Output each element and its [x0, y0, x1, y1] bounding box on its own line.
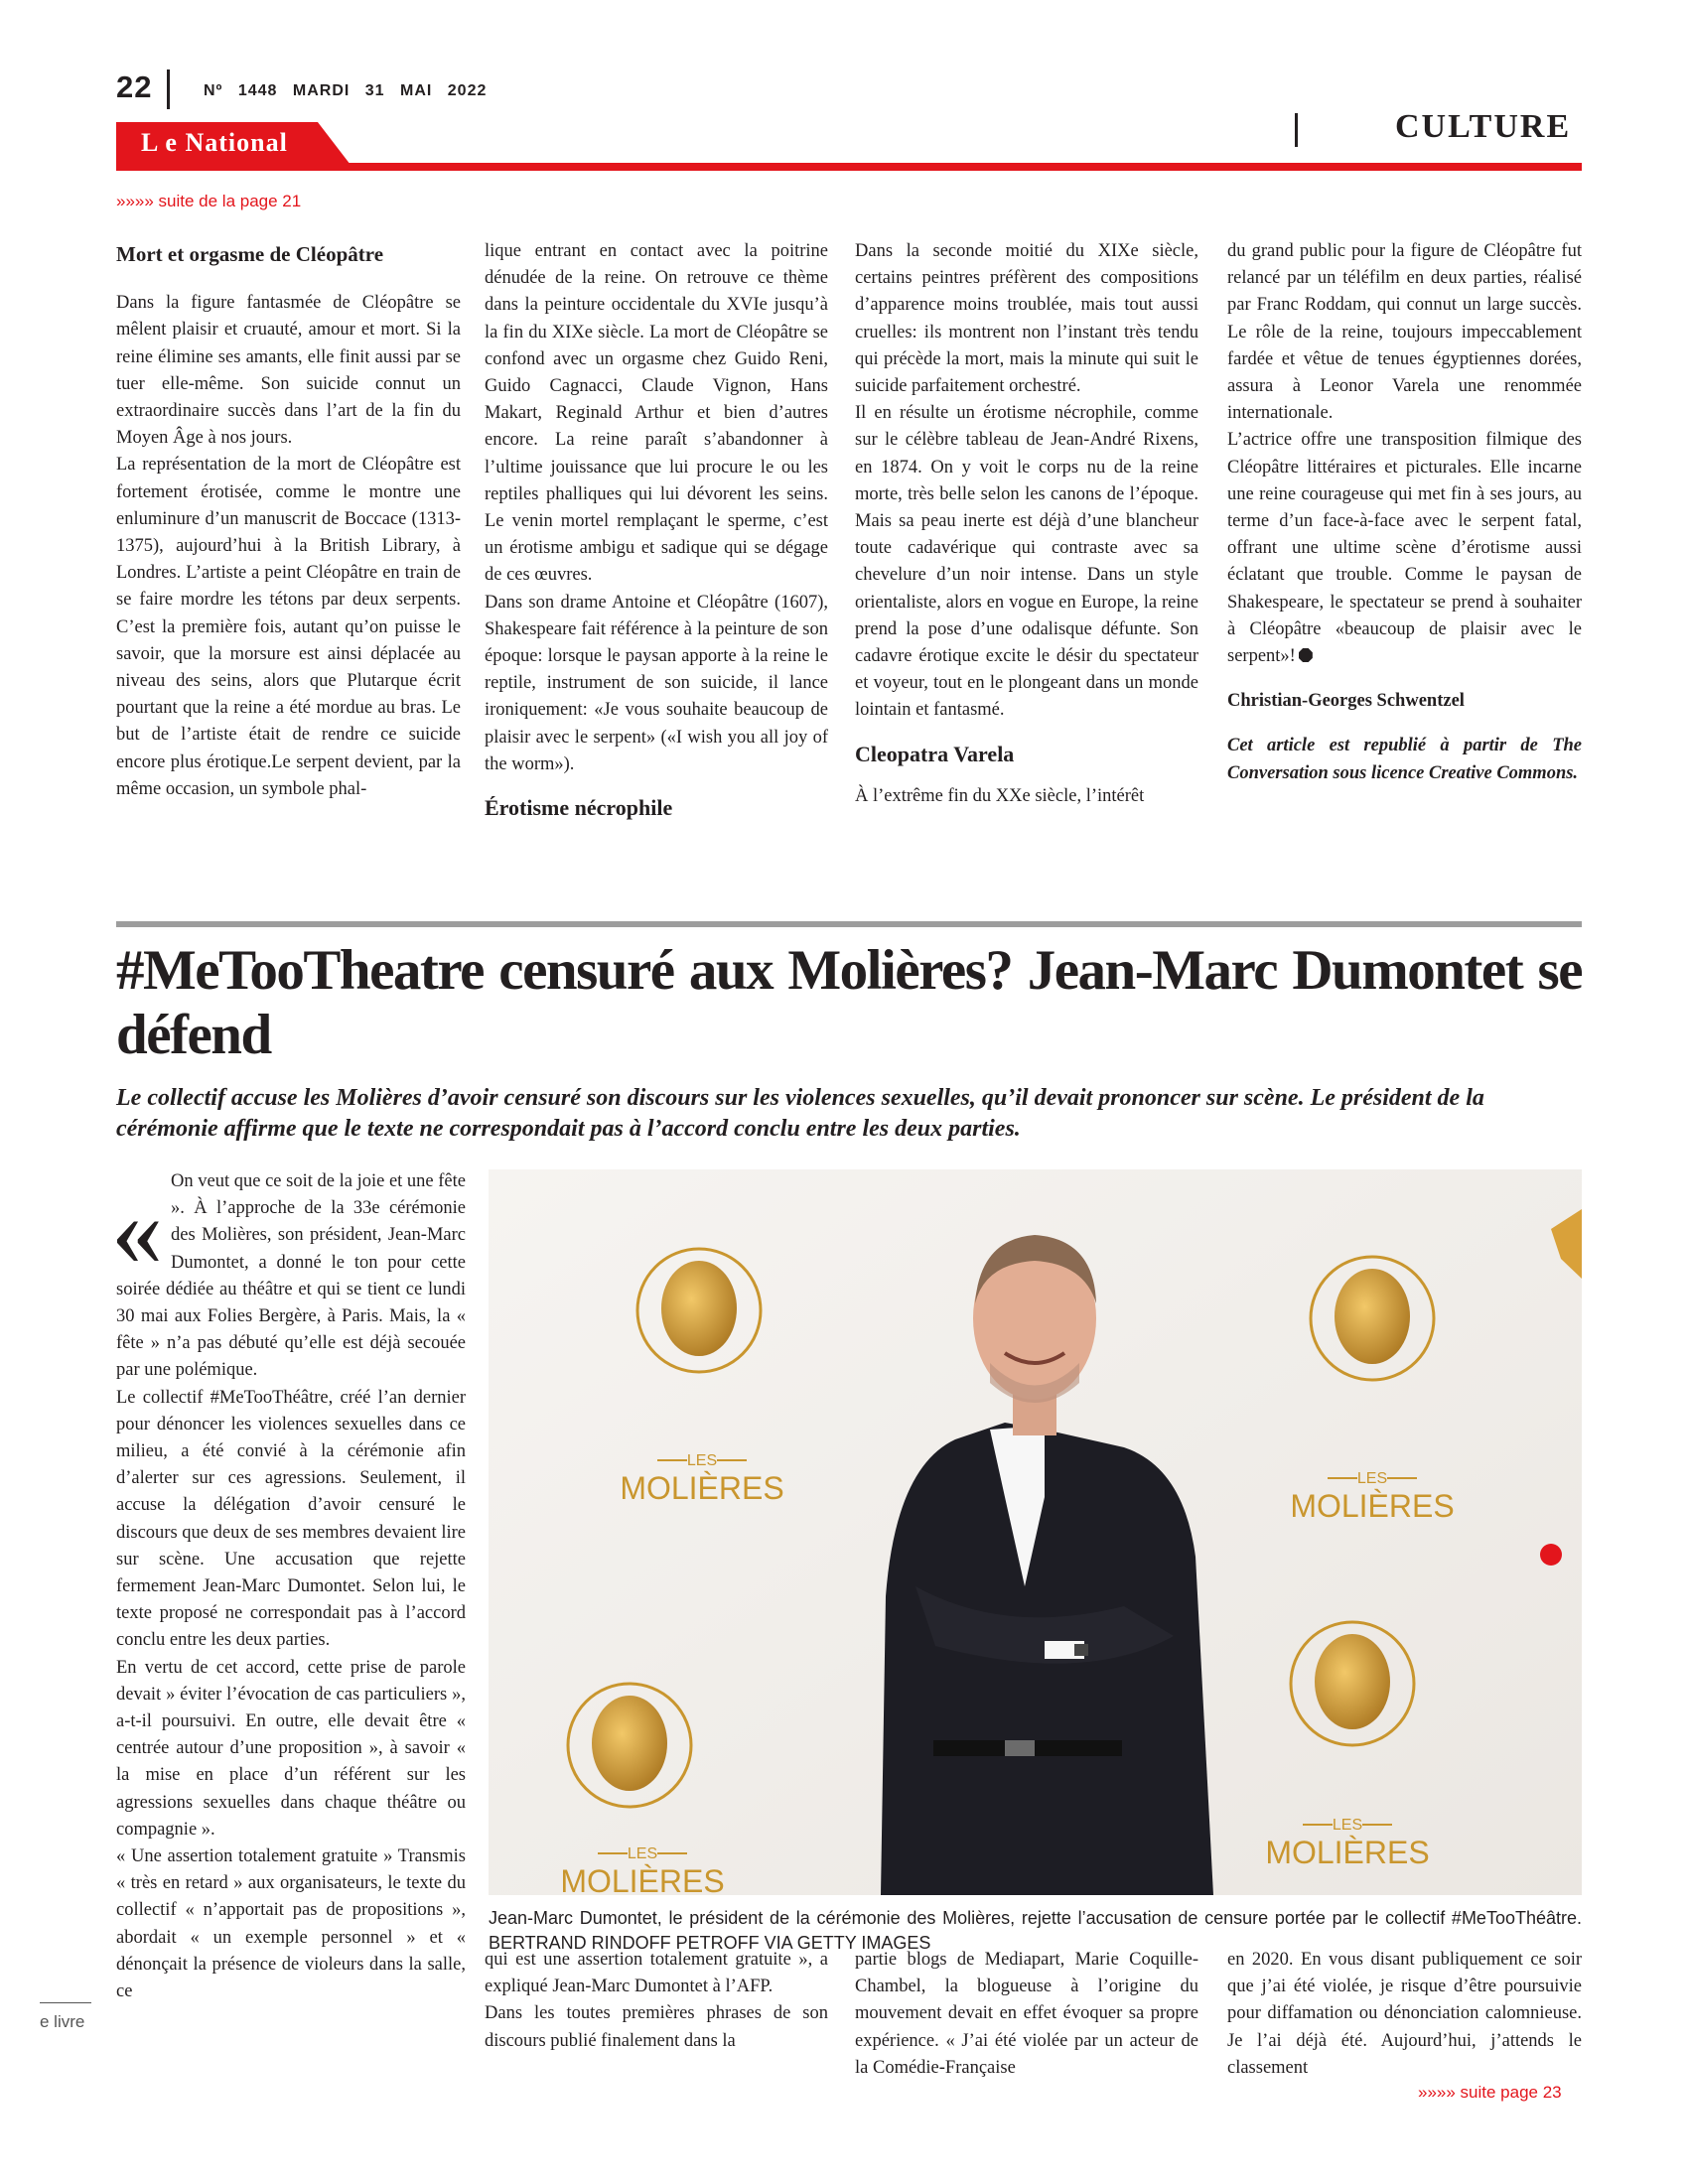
- paragraph: En vertu de cet accord, cette prise de parole devait » éviter l’évocation de cas particuliers », a-t-il poursuivi. En outre, elle devait être « centrée autour d’une proposition », à savoir « la mise en place d’un référent sur les agressions sexuelles dans chaque théâtre ou compagnie ».: [116, 1657, 466, 1840]
- article-divider: [116, 921, 1582, 927]
- logo-small-text: LES: [1356, 1470, 1388, 1487]
- paragraph: Dans les toutes premières phrases de son discours publié finalement dans la: [485, 2003, 828, 2051]
- logo-big-text: MOLIÈRES: [1290, 1488, 1455, 1524]
- paragraph: Le collectif #MeTooThéâtre, créé l’an dernier pour dénoncer les violences sexuelles dans ce milieu, a été convié à la cérémonie afin d’alerter sur ces agressions. Seulement, il accuse la délégation d’avoir censuré le discours que deux de ses membres devaient lire sur scène. Une accusation que rejette fermement Jean-Marc Dumontet. Selon lui, le texte proposé ne correspondait pas à l’accord conclu entre les deux parties.: [116, 1387, 466, 1651]
- paragraph: La représentation de la mort de Cléopâtre est fortement érotisée, comme le montre une enluminure d’un manuscrit de Boccace (1313-1375), aujourd’hui à la British Library, à Londres. L’artiste a peint Cléopâtre en train de se faire mordre les tétons par deux serpents. C’est la première fois, autant qu’on puisse le savoir, que la morsure est ainsi déplacée au niveau des seins, alors que Plutarque écrit pourtant que la reine a été mordue au bras. Le but de l’artiste était de rendre ce suicide encore plus érotique.Le serpent devient, par la même occasion, un symbole phal-: [116, 455, 461, 799]
- continued-from: »»»» suite de la page 21: [116, 192, 302, 210]
- paragraph: en 2020. En vous disant publiquement ce soir que j’ai été violée, je risque d’être poursuivie pour diffamation ou dénonciation calomnieuse. Je l’ai déjà été. Aujourd’hui, j’attends le classement: [1227, 1950, 1582, 2078]
- subheading: Cleopatra Varela: [855, 741, 1015, 766]
- margin-rule: [40, 2002, 91, 2003]
- article2-column-2: [485, 1947, 828, 2055]
- logo-big-text: MOLIÈRES: [620, 1470, 784, 1506]
- paragraph: du grand public pour la figure de Cléopâtre fut relancé par un téléfilm en deux parties, réalisé par Franc Roddam, qui connut un large succès. Le rôle de la reine, toujours impeccablement fardée et vêtue de tenues égyptiennes dorées, assura à Leonor Varela une renommée internationale.: [1227, 241, 1582, 424]
- paragraph: Dans la figure fantasmée de Cléopâtre se mêlent plaisir et cruauté, amour et mort. Si la reine élimine ses amants, elle finit aussi par se tuer elle-même. Son suicide connut un extraordinaire succès dans l’art de la fin du Moyen Âge à nos jours.: [116, 293, 461, 449]
- section-divider: [1295, 113, 1298, 147]
- paragraph: On veut que ce soit de la joie et une fête ». À l’approche de la 33e cérémonie des Molières, son président, Jean-Marc Dumontet, a donné le ton pour cette soirée dédiée au théâtre et qui se tient ce lundi 30 mai aux Folies Bergère, à Paris. Mais, la « fête » n’a pas débuté qu’elle est déjà secouée par une polémique.: [116, 1168, 466, 1385]
- opening-quote-mark: «: [111, 1173, 163, 1288]
- paragraph-text: L’actrice offre une transposition filmique des Cléopâtre littéraires et picturales. Elle incarne une reine courageuse qui met fin à ses jours, au terme d’un face-à-face avec le serpent fatal, offrant une ultime scène d’érotisme aussi éclatant que trouble. Comme le paysan de Shakespeare, le spectateur se prend à souhaiter à Cléopâtre «beaucoup de plaisir avec le serpent»!: [1227, 430, 1582, 667]
- paragraph: Dans son drame Antoine et Cléopâtre (1607), Shakespeare fait référence à la peinture de son époque: lorsque le paysan apporte à la reine le reptile, instrument de son suicide, il lance ironiquement: «Je vous souhaite beaucoup de plaisir avec le serpent» («I wish you all joy of the worm»).: [485, 592, 828, 774]
- header-divider: [167, 69, 170, 109]
- article1-column-4: [1227, 238, 1582, 787]
- author: Christian-Georges Schwentzel: [1227, 691, 1465, 712]
- end-mark-icon: [1299, 648, 1313, 662]
- article2-column-4: [1227, 1947, 1582, 2082]
- article1-column-2: [485, 238, 828, 837]
- dropcap-spacer: [116, 1168, 171, 1272]
- issue-date: Nº 1448 MARDI 31 MAI 2022: [204, 82, 488, 99]
- paragraph: « Une assertion totalement gratuite » Transmis « très en retard » aux organisateurs, le texte du collectif « n’apportait pas de propositions », abordait « un exemple personnel » et « dénonçait la présence de violeurs dans la salle, ce: [116, 1846, 466, 2002]
- republication-credit: Cet article est republié à partir de The Conversation sous licence Creative Commons.: [1227, 736, 1582, 783]
- logo-small-text: LES: [1332, 1817, 1363, 1834]
- article2-column-1: [116, 1168, 466, 2005]
- continued-to: »»»» suite page 23: [1418, 2083, 1562, 2102]
- paragraph: À l’extrême fin du XXe siècle, l’intérêt: [855, 785, 1145, 806]
- deck: Le collectif accuse les Molières d’avoir censuré son discours sur les violences sexuelles, qu’il devait prononcer sur scène. Le président de la cérémonie affirme que le texte ne correspondait pas à l’accord conclu entre les deux parties.: [116, 1085, 1484, 1142]
- article1-column-1: [116, 241, 461, 803]
- logo-big-text: MOLIÈRES: [560, 1863, 725, 1895]
- subheading: Mort et orgasme de Cléopâtre: [116, 242, 384, 266]
- section-title: CULTURE: [1395, 108, 1572, 145]
- logo-small-text: LES: [686, 1452, 718, 1469]
- page-number: 22: [116, 69, 153, 104]
- article-photo: [489, 1169, 1582, 1895]
- header-rule: [116, 163, 1582, 171]
- paragraph: qui est une assertion totalement gratuite », a expliqué Jean-Marc Dumontet à l’AFP.: [485, 1950, 828, 1997]
- subheading: Érotisme nécrophile: [485, 795, 673, 821]
- margin-note: e livre: [40, 2012, 85, 2031]
- photo-illustration: [489, 1169, 1582, 1895]
- paragraph: Il en résulte un érotisme nécrophile, comme sur le célèbre tableau de Jean-André Rixens, en 1874. On y voit le corps nu de la reine morte, très belle selon les canons de l’époque. Mais sa peau inerte est déjà d’une blancheur toute cadavérique qui contraste avec sa chevelure d’un noir intense. Dans un style orientaliste, alors en vogue en Europe, la reine prend la pose d’une odalisque défunte. Son cadavre érotique excite le désir du spectateur et voyeur, tout en le plongeant dans un monde lointain et fantasmé.: [855, 403, 1198, 721]
- photo-caption: Jean-Marc Dumontet, le président de la cérémonie des Molières, rejette l’accusation de censure portée par le collectif #MeTooThéâtre. BERTRAND RINDOFF PETROFF VIA GETTY IMAGES: [489, 1908, 1582, 1953]
- paragraph: [1227, 427, 1582, 670]
- article1-column-3: [855, 238, 1198, 810]
- paragraph: partie blogs de Mediapart, Marie Coquille-Chambel, la blogueuse à l’origine du mouvement devait en effet évoquer sa propre expérience. « J’ai été violée par un acteur de la Comédie-Française: [855, 1950, 1198, 2078]
- paragraph: Dans la seconde moitié du XIXe siècle, certains peintres préfèrent des compositions d’apparence moins troublée, mais tout aussi cruelles: ils montrent non l’instant très tendu qui précède la mort, mais la minute qui suit le suicide parfaitement orchestré.: [855, 241, 1198, 397]
- paragraph: lique entrant en contact avec la poitrine dénudée de la reine. On retrouve ce thème dans la peinture occidentale du XVIe jusqu’à la fin du XIXe siècle. La mort de Cléopâtre se confond avec un orgasme chez Guido Reni, Guido Cagnacci, Claude Vignon, Hans Makart, Reginald Arthur et bien d’autres encore. La reine paraît s’abandonner à l’ultime jouissance que lui procure le ou les reptiles phalliques qui lui dévorent les seins. Le venin mortel remplaçant le sperme, c’est un érotisme ambigu et sadique qui se dégage de ces œuvres.: [485, 241, 828, 586]
- brand-name: L e National: [141, 128, 288, 157]
- logo-small-text: LES: [627, 1845, 658, 1862]
- headline: #MeTooTheatre censuré aux Molières? Jean-Marc Dumontet se défend: [116, 939, 1582, 1066]
- logo-big-text: MOLIÈRES: [1265, 1835, 1430, 1870]
- article2-column-3: [855, 1947, 1198, 2082]
